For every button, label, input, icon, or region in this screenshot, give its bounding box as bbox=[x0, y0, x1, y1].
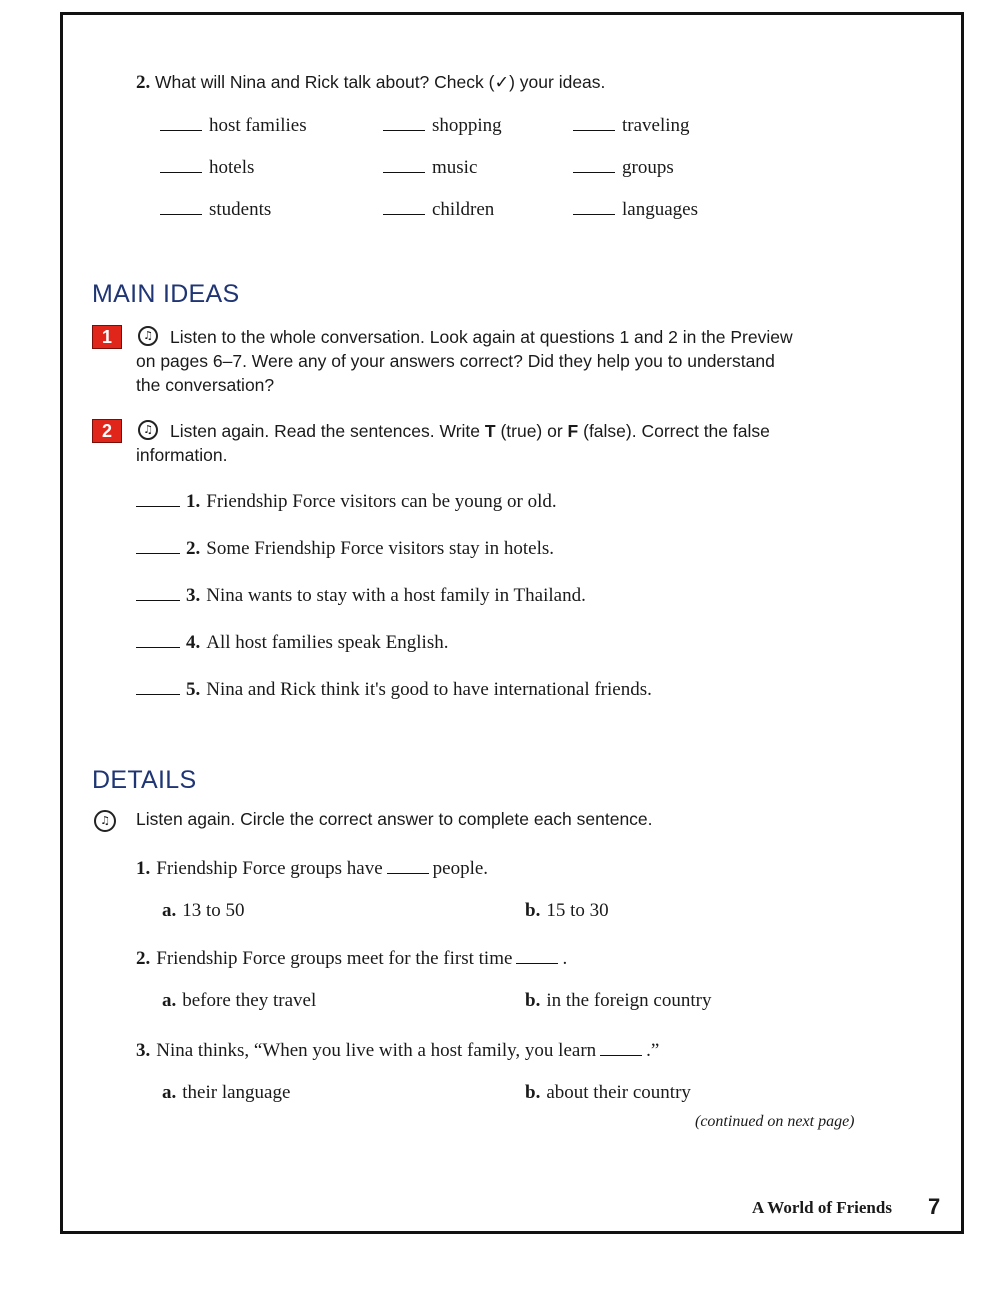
answer-blank[interactable] bbox=[136, 552, 180, 554]
instruction-text: Listen again. Read the sentences. Write bbox=[170, 421, 485, 441]
question-number: 2. bbox=[136, 72, 151, 93]
question-text: Friendship Force groups meet for the first time bbox=[156, 948, 513, 969]
check-option-label: host families bbox=[209, 115, 307, 136]
details-question bbox=[136, 948, 567, 970]
statement-text: Friendship Force visitors can be young or old. bbox=[206, 491, 557, 512]
check-blank[interactable] bbox=[383, 129, 425, 131]
statement-text: Some Friendship Force visitors stay in hotels. bbox=[206, 538, 555, 559]
check-option-label: hotels bbox=[209, 157, 255, 178]
statement-text: All host families speak English. bbox=[206, 632, 449, 653]
statement-text: Nina wants to stay with a host family in Thailand. bbox=[206, 585, 586, 606]
question-number: 1. bbox=[136, 858, 151, 879]
check-option bbox=[383, 157, 477, 179]
section-heading-main-ideas: MAIN IDEAS bbox=[92, 280, 240, 308]
statement-row bbox=[136, 491, 557, 513]
true-label: (true) or bbox=[495, 421, 568, 441]
answer-option-a[interactable] bbox=[162, 990, 316, 1012]
main-ideas-item-2 bbox=[92, 419, 122, 443]
check-blank[interactable] bbox=[160, 171, 202, 173]
option-text: before they travel bbox=[182, 990, 317, 1011]
option-text: 13 to 50 bbox=[182, 900, 245, 921]
option-letter: a. bbox=[162, 1082, 177, 1103]
question-text: What will Nina and Rick talk about? Check (✓) your ideas. bbox=[155, 72, 606, 92]
statement-text: Nina and Rick think it's good to have international friends. bbox=[206, 679, 652, 700]
answer-option-b[interactable] bbox=[525, 900, 609, 922]
statement-number: 2. bbox=[186, 538, 201, 559]
statement-number: 1. bbox=[186, 491, 201, 512]
item-number-badge: 1 bbox=[92, 325, 122, 349]
main-ideas-item-1-line-3: the conversation? bbox=[136, 375, 275, 395]
false-letter: F bbox=[567, 421, 579, 441]
option-text: 15 to 30 bbox=[546, 900, 609, 921]
option-text: their language bbox=[182, 1082, 291, 1103]
check-option-label: groups bbox=[622, 157, 674, 178]
check-option bbox=[160, 115, 307, 137]
answer-blank[interactable] bbox=[136, 599, 180, 601]
answer-blank[interactable] bbox=[136, 505, 180, 507]
check-option-label: shopping bbox=[432, 115, 502, 136]
check-option bbox=[573, 199, 698, 221]
continued-note: (continued on next page) bbox=[695, 1113, 855, 1130]
answer-blank[interactable] bbox=[136, 646, 180, 648]
question-number: 2. bbox=[136, 948, 151, 969]
question-text-end: people. bbox=[432, 858, 489, 879]
check-option bbox=[383, 115, 502, 137]
main-ideas-item-1-line-1: Listen to the whole conversation. Look again at questions 1 and 2 in the Preview bbox=[170, 327, 793, 347]
check-option-label: children bbox=[432, 199, 495, 220]
check-blank[interactable] bbox=[573, 171, 615, 173]
main-ideas-item-2-line-2: information. bbox=[136, 445, 228, 465]
statement-row bbox=[136, 632, 448, 654]
question-blank bbox=[516, 962, 558, 964]
question-text-end: . bbox=[562, 948, 568, 969]
audio-icon: ♫ bbox=[94, 810, 116, 832]
audio-icon: ♫ bbox=[138, 326, 158, 346]
details-question bbox=[136, 858, 488, 880]
option-letter: a. bbox=[162, 900, 177, 921]
question-number: 3. bbox=[136, 1040, 151, 1061]
check-blank[interactable] bbox=[160, 129, 202, 131]
answer-option-b[interactable] bbox=[525, 1082, 691, 1104]
statement-number: 5. bbox=[186, 679, 201, 700]
option-text: about their country bbox=[546, 1082, 691, 1103]
main-ideas-item-1 bbox=[92, 325, 122, 349]
answer-option-a[interactable] bbox=[162, 900, 245, 922]
check-blank[interactable] bbox=[383, 213, 425, 215]
check-blank[interactable] bbox=[573, 213, 615, 215]
check-option bbox=[573, 157, 674, 179]
statement-row bbox=[136, 538, 554, 560]
question-text: Friendship Force groups have bbox=[156, 858, 383, 879]
details-question bbox=[136, 1040, 659, 1062]
check-option bbox=[573, 115, 690, 137]
check-option bbox=[160, 199, 271, 221]
check-option-label: students bbox=[209, 199, 272, 220]
answer-option-a[interactable] bbox=[162, 1082, 290, 1104]
check-blank[interactable] bbox=[573, 129, 615, 131]
statement-row bbox=[136, 585, 586, 607]
page-number: 7 bbox=[928, 1194, 941, 1219]
check-option-label: languages bbox=[622, 199, 698, 220]
check-blank[interactable] bbox=[160, 213, 202, 215]
false-label: (false). Correct the false bbox=[578, 421, 770, 441]
question-text: Nina thinks, “When you live with a host family, you learn bbox=[156, 1040, 597, 1061]
item-number-badge: 2 bbox=[92, 419, 122, 443]
option-text: in the foreign country bbox=[546, 990, 712, 1011]
statement-number: 4. bbox=[186, 632, 201, 653]
statement-row bbox=[136, 679, 652, 701]
option-letter: a. bbox=[162, 990, 177, 1011]
check-option bbox=[383, 199, 494, 221]
preview-question-2 bbox=[136, 72, 605, 94]
check-option-label: traveling bbox=[622, 115, 690, 136]
footer-title: A World of Friends bbox=[752, 1198, 892, 1217]
check-blank[interactable] bbox=[383, 171, 425, 173]
check-option-label: music bbox=[432, 157, 478, 178]
option-letter: b. bbox=[525, 900, 541, 921]
answer-option-b[interactable] bbox=[525, 990, 711, 1012]
main-ideas-item-1-line-2: on pages 6–7. Were any of your answers correct? Did they help you to understand bbox=[136, 351, 775, 371]
question-blank bbox=[387, 872, 429, 874]
main-ideas-item-2-line-1 bbox=[170, 421, 770, 442]
question-blank bbox=[600, 1054, 642, 1056]
question-text-end: .” bbox=[646, 1040, 660, 1061]
check-option bbox=[160, 157, 254, 179]
statement-number: 3. bbox=[186, 585, 201, 606]
audio-icon: ♫ bbox=[138, 420, 158, 440]
answer-blank[interactable] bbox=[136, 693, 180, 695]
option-letter: b. bbox=[525, 990, 541, 1011]
option-letter: b. bbox=[525, 1082, 541, 1103]
true-letter: T bbox=[484, 421, 496, 441]
section-heading-details: DETAILS bbox=[92, 766, 197, 794]
details-instruction: Listen again. Circle the correct answer to complete each sentence. bbox=[136, 809, 653, 829]
